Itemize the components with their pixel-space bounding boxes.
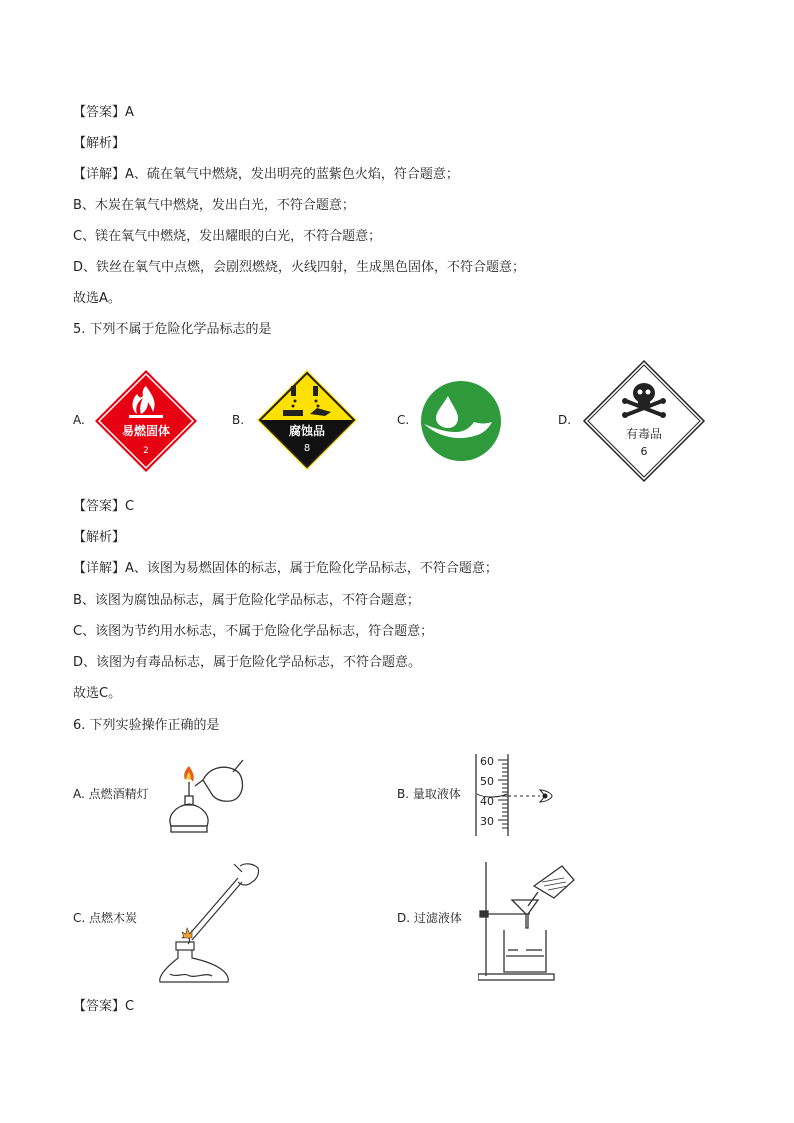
scale-label-50: 50	[480, 775, 494, 788]
q5-detail-d: D、该图为有毒品标志，属于危险化学品标志，不符合题意。	[73, 655, 422, 670]
q5-analysis-heading: 【解析】	[73, 530, 126, 545]
charcoal-burning-icon	[154, 852, 266, 992]
q6-option-d-label: D. 过滤液体	[397, 911, 462, 925]
toxic-sign-text: 有毒品	[625, 427, 663, 441]
q6-question: 6. 下列实验操作正确的是	[73, 718, 220, 733]
q6-option-b-label: B. 量取液体	[397, 787, 461, 801]
q6-option-a-label: A. 点燃酒精灯	[73, 787, 149, 801]
scale-label-60: 60	[480, 755, 494, 768]
q5-option-a-label: A.	[73, 413, 85, 427]
q4-answer: 【答案】A	[73, 105, 134, 120]
graduated-cylinder-icon	[470, 752, 560, 842]
alcohol-lamp-icon	[163, 752, 249, 844]
skull-icon	[582, 359, 706, 487]
water-saving-icon	[420, 380, 502, 466]
q6-answer: 【答案】C	[73, 999, 135, 1014]
q5-option-c-label: C.	[397, 413, 410, 427]
q4-detail-c: C、镁在氧气中燃烧，发出耀眼的白光，不符合题意；	[73, 229, 382, 244]
filtration-icon	[478, 856, 578, 986]
corrosive-class-number: 8	[303, 443, 311, 454]
flame-icon	[93, 368, 199, 478]
q5-option-b-label: B.	[232, 413, 245, 427]
q5-detail-b: B、该图为腐蚀品标志，属于危险化学品标志，不符合题意；	[73, 593, 420, 608]
corrosion-icon	[255, 368, 359, 476]
q5-question: 5. 下列不属于危险化学品标志的是	[73, 322, 272, 337]
q5-conclusion: 故选C。	[73, 686, 122, 701]
q4-detail-b: B、木炭在氧气中燃烧，发出白光，不符合题意；	[73, 198, 355, 213]
flammable-class-number: 2	[143, 446, 149, 456]
q5-option-d-label: D.	[558, 413, 572, 427]
q4-detail-a: 【详解】A、硫在氧气中燃烧，发出明亮的蓝紫色火焰，符合题意；	[73, 167, 459, 182]
q5-answer: 【答案】C	[73, 499, 135, 514]
toxic-class-number: 6	[640, 445, 648, 458]
q4-conclusion: 故选A。	[73, 291, 121, 306]
q4-detail-d: D、铁丝在氧气中点燃，会剧烈燃烧，火线四射，生成黑色固体，不符合题意；	[73, 260, 526, 275]
q5-detail-c: C、该图为节约用水标志，不属于危险化学品标志，符合题意；	[73, 624, 434, 639]
q6-option-c-label: C. 点燃木炭	[73, 911, 138, 925]
q5-detail-a: 【详解】A、该图为易燃固体的标志，属于危险化学品标志，不符合题意；	[73, 561, 498, 576]
scale-label-30: 30	[480, 815, 494, 828]
corrosive-sign-text: 腐蚀品	[288, 424, 326, 438]
q4-analysis-heading: 【解析】	[73, 136, 126, 151]
flammable-sign-text: 易燃固体	[121, 424, 171, 438]
scale-label-40: 40	[480, 795, 494, 808]
